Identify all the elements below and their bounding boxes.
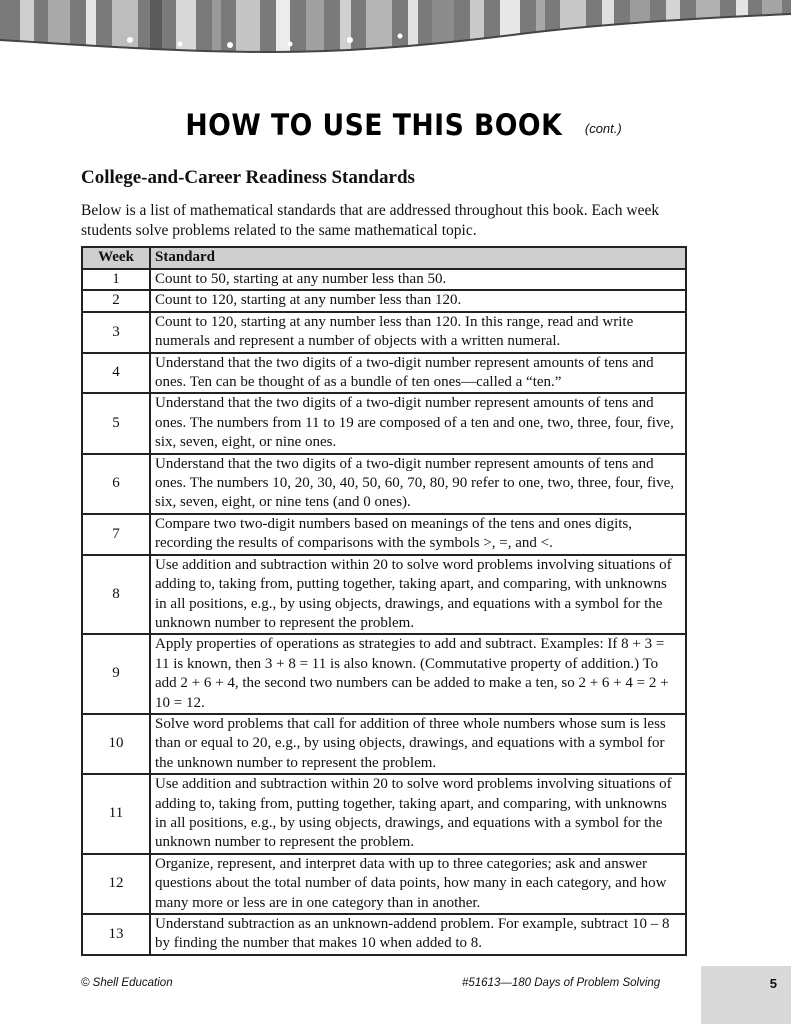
week-cell: 2 (82, 290, 150, 311)
standard-cell: Understand that the two digits of a two-digit number represent amounts of tens and ones. The numbers from 11 to 19 are composed of a ten and one, two, three, four, five, six, seven, eight, or nine ones. (150, 393, 686, 453)
page-title: HOW TO USE THIS BOOK (185, 108, 563, 142)
standard-cell: Count to 50, starting at any number less than 50. (150, 269, 686, 290)
table-row (82, 454, 686, 514)
standard-cell: Compare two two-digit numbers based on meanings of the tens and ones digits, recording the results of comparisons with the symbols >, =, and <. (150, 514, 686, 555)
week-cell: 3 (82, 312, 150, 353)
table-row (82, 393, 686, 453)
table-row (82, 774, 686, 854)
standard-cell: Use addition and subtraction within 20 to solve word problems involving situations of adding to, taking from, putting together, taking apart, and comparing, with unknowns in all positions, e.g., by using objects, drawings, and equations with a symbol for the unknown number to represent the problem. (150, 774, 686, 854)
intro-paragraph: Below is a list of mathematical standards that are addressed throughout this book. Each week students solve problems related to the same mathematical topic. (81, 202, 660, 239)
table-row (82, 914, 686, 955)
table-header-row (82, 247, 686, 269)
week-cell: 11 (82, 774, 150, 854)
week-cell: 10 (82, 714, 150, 774)
standard-cell: Apply properties of operations as strategies to add and subtract. Examples: If 8 + 3 = 11 is known, then 3 + 8 = 11 is also known. (Commutative property of addition.) To add 2 + 6 + 4, the second two numbers can be added to make a ten, so 2 + 6 + 4 = 2 + 10 = 12. (150, 634, 686, 714)
standard-cell: Solve word problems that call for addition of three whole numbers whose sum is less than or equal to 20, e.g., by using objects, drawings, and equations with a symbol for the unknown number to represent the problem. (150, 714, 686, 774)
table-row (82, 353, 686, 394)
week-cell: 13 (82, 914, 150, 955)
footer-book-title: #51613—180 Days of Problem Solving (462, 977, 661, 989)
week-cell: 6 (82, 454, 150, 514)
table-row (82, 514, 686, 555)
standard-cell: Understand subtraction as an unknown-addend problem. For example, subtract 10 – 8 by finding the number that makes 10 when added to 8. (150, 914, 686, 955)
standard-cell: Organize, represent, and interpret data with up to three categories; ask and answer questions about the total number of data points, how many in each category, and how many more or less are in one category than in another. (150, 854, 686, 914)
week-cell: 4 (82, 353, 150, 394)
page-number-tab (701, 966, 791, 1024)
footer-publisher: © Shell Education (81, 977, 173, 989)
standard-cell: Use addition and subtraction within 20 to solve word problems involving situations of adding to, taking from, putting together, taking apart, and comparing, with unknowns in all positions, e.g., by using objects, drawings, and equations with a symbol for the unknown number to represent the problem. (150, 555, 686, 635)
table-row (82, 269, 686, 290)
week-cell: 8 (82, 555, 150, 635)
week-cell: 12 (82, 854, 150, 914)
table-row (82, 854, 686, 914)
table-row (82, 714, 686, 774)
section-heading: College-and-Career Readiness Standards (81, 167, 415, 188)
week-cell: 7 (82, 514, 150, 555)
title-continued-note: (cont.) (584, 121, 622, 136)
standard-cell: Count to 120, starting at any number less than 120. In this range, read and write numerals and represent a number of objects with a written numeral. (150, 312, 686, 353)
week-column-header: Week (82, 247, 150, 269)
table-row (82, 312, 686, 353)
week-cell: 5 (82, 393, 150, 453)
table-row (82, 555, 686, 635)
decorative-banner (0, 0, 791, 70)
page-number: 5 (769, 976, 777, 991)
standards-table (81, 246, 687, 956)
standard-cell: Count to 120, starting at any number less than 120. (150, 290, 686, 311)
week-cell: 9 (82, 634, 150, 714)
standard-cell: Understand that the two digits of a two-digit number represent amounts of tens and ones. Ten can be thought of as a bundle of ten ones—called a “ten.” (150, 353, 686, 394)
table-row (82, 634, 686, 714)
standard-cell: Understand that the two digits of a two-digit number represent amounts of tens and ones. The numbers 10, 20, 30, 40, 50, 60, 70, 80, 90 refer to one, two, three, four, five, six, seven, eight, or nine tens (and 0 ones). (150, 454, 686, 514)
week-cell: 1 (82, 269, 150, 290)
standard-column-header: Standard (150, 247, 686, 269)
table-row (82, 290, 686, 311)
page-title-block (0, 108, 791, 142)
